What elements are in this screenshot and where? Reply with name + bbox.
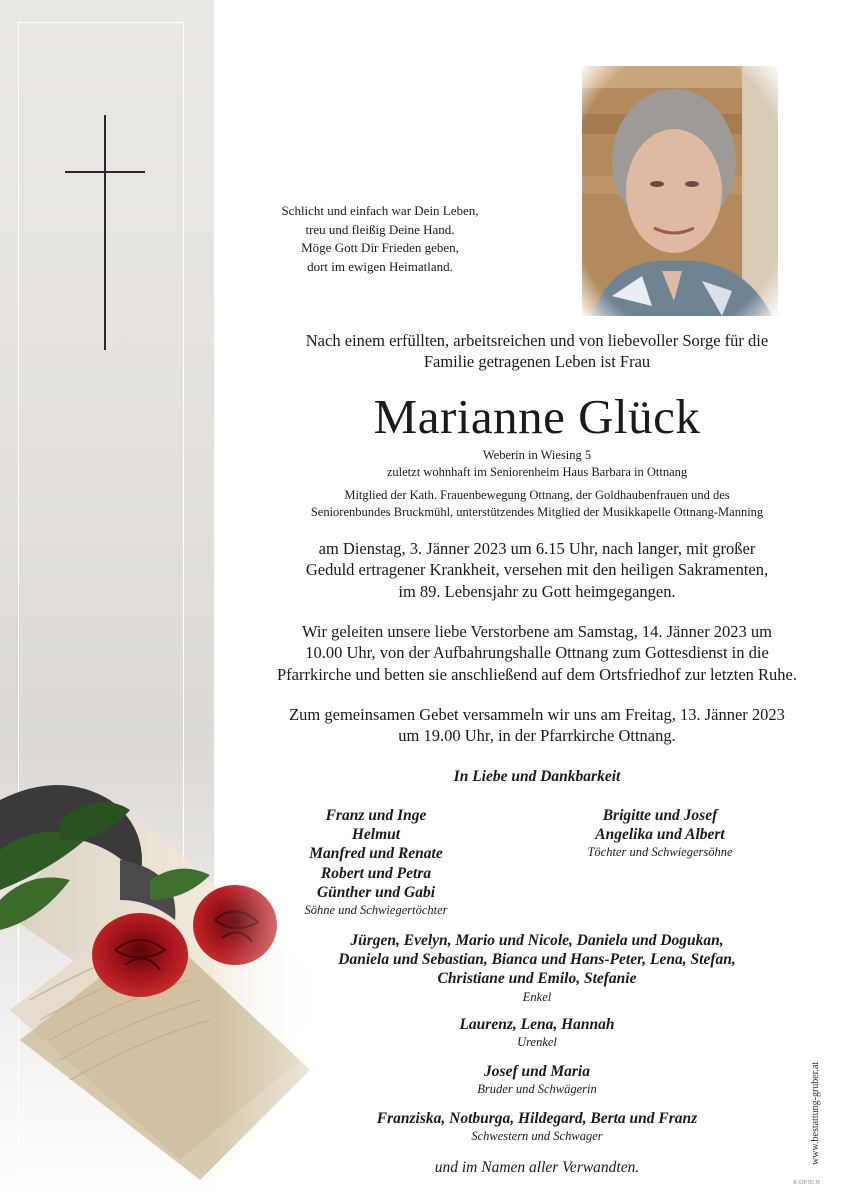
brother-group: [225, 1062, 849, 1097]
family-role: Urenkel: [517, 1035, 557, 1050]
prayer-notice: [225, 704, 849, 747]
verse-line: Schlicht und einfach war Dein Leben,: [281, 203, 479, 218]
intro-line: Familie getragenen Leben ist Frau: [423, 352, 651, 371]
family-name: Franziska, Notburga, Hildegard, Berta und Franz: [376, 1110, 698, 1127]
death-notice: [225, 538, 849, 602]
cross-icon-bar: [65, 171, 145, 173]
funeral-line: Pfarrkirche und betten sie anschließend auf dem Ortsfriedhof zur letzten Ruhe.: [276, 664, 798, 684]
deceased-name: [225, 388, 849, 446]
family-role: Bruder und Schwägerin: [477, 1082, 597, 1097]
verse: [260, 202, 500, 276]
family-name: Helmut: [351, 826, 401, 844]
membership-line: Seniorenbundes Bruckmühl, unterstützendes Mitglied der Musikkapelle Ottnang-Manning: [310, 505, 764, 519]
funeral-line: 10.00 Uhr, von der Aufbahrungshalle Ottnang zum Gottesdienst in die: [305, 643, 769, 663]
family-name: Manfred und Renate: [309, 845, 443, 863]
family-role: Schwestern und Schwager: [471, 1129, 603, 1144]
greatgrandchildren-group: [225, 1015, 849, 1050]
portrait-photo: [582, 66, 778, 316]
verse-line: dort im ewigen Heimatland.: [307, 258, 453, 274]
verse-line: Möge Gott Dir Frieden geben,: [301, 240, 459, 256]
family-name: Franz und Inge: [325, 807, 427, 824]
family-name: Christiane und Emilo, Stefanie: [437, 970, 637, 988]
family-name: Laurenz, Lena, Hannah: [459, 1016, 615, 1033]
sisters-group: [225, 1109, 849, 1144]
family-name: Angelika und Albert: [595, 826, 725, 844]
family-name: Günther und Gabi: [316, 883, 435, 901]
occupation-line: zuletzt wohnhaft im Seniorenheim Haus Barbara in Ottnang: [386, 465, 688, 479]
sons-group: [266, 806, 486, 918]
intro-text: [225, 330, 849, 372]
prayer-line: um 19.00 Uhr, in der Pfarrkirche Ottnang.: [398, 726, 676, 746]
family-name: Josef und Maria: [484, 1063, 590, 1080]
family-name: Jürgen, Evelyn, Mario und Nicole, Daniela und Dogukan,: [350, 932, 724, 949]
death-line: im 89. Lebensjahr zu Gott heimgegangen.: [398, 581, 676, 601]
family-name: Brigitte und Josef: [602, 807, 718, 824]
membership-line: Mitglied der Kath. Frauenbewegung Ottnang, der Goldhaubenfrauen und des: [344, 488, 730, 502]
grandchildren-group: [225, 931, 849, 1005]
closing-text: und im Namen aller Verwandten.: [434, 1159, 640, 1176]
memberships: [225, 487, 849, 521]
death-line: Geduld ertragener Krankheit, versehen mit den heiligen Sakramenten,: [305, 560, 769, 580]
love-heading: [225, 767, 849, 787]
family-role: Töchter und Schwiegersöhne: [587, 845, 733, 860]
love-heading-text: In Liebe und Dankbarkeit: [453, 768, 621, 785]
deceased-name-text: Marianne Glück: [373, 389, 701, 444]
cross-icon: [104, 115, 106, 350]
funeral-notice: [225, 621, 849, 685]
occupation-line: Weberin in Wiesing 5: [482, 448, 592, 462]
family-name: Daniela und Sebastian, Bianca und Hans-Peter, Lena, Stefan,: [338, 951, 736, 969]
family-name: Robert und Petra: [320, 864, 432, 882]
website-text: www.bestattung-gruber.at: [810, 1061, 821, 1165]
intro-line: Nach einem erfüllten, arbeitsreichen und von liebevoller Sorge für die: [305, 331, 769, 350]
family-role: Enkel: [522, 989, 552, 1004]
print-code: R-DP 95 N: [793, 1180, 820, 1186]
prayer-line: Zum gemeinsamen Gebet versammeln wir uns am Freitag, 13. Jänner 2023: [289, 705, 785, 724]
death-line: am Dienstag, 3. Jänner 2023 um 6.15 Uhr, nach langer, mit großer: [318, 539, 756, 558]
daughters-group: [555, 806, 765, 860]
funeral-line: Wir geleiten unsere liebe Verstorbene am Samstag, 14. Jänner 2023 um: [301, 622, 773, 641]
occupation: [225, 447, 849, 481]
verse-line: treu und fleißig Deine Hand.: [305, 221, 455, 237]
closing: [225, 1158, 849, 1178]
family-role: Söhne und Schwiegertöchter: [304, 903, 448, 918]
